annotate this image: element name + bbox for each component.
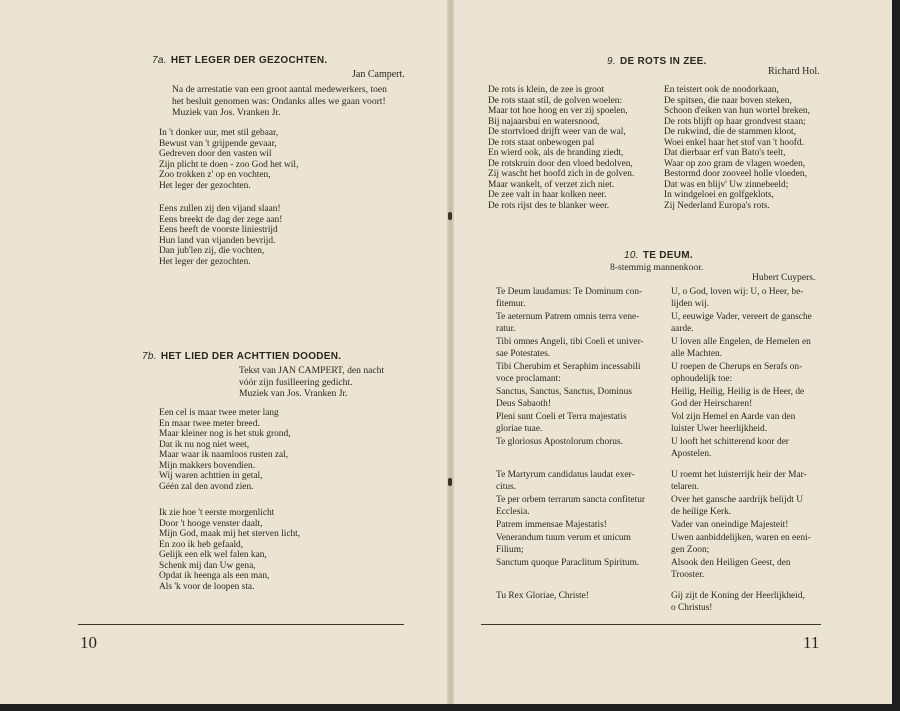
text-line: De zee valt in haar kolken neer. [488, 190, 607, 200]
text-line: gen Zoon; [671, 544, 710, 555]
te-deum-verse [496, 470, 635, 493]
text-line: Vol zijn Hemel en Aarde van den [671, 412, 796, 422]
te-deum-verse [496, 287, 642, 310]
text-line: Géén zal den avond zien. [159, 481, 254, 492]
section-7a-stanza-2 [159, 204, 282, 267]
text-line: fitemur. [496, 298, 526, 309]
text-line: Gij zijt de Koning der Heerlijkheid, [671, 591, 805, 602]
text-line: Eens zullen zij den vijand slaan! [159, 204, 281, 214]
text-line: Ecclesia. [496, 506, 530, 517]
text-line: gloriae tuae. [496, 423, 543, 434]
section-7a-intro [172, 84, 387, 119]
text-line: Schenk mij dan Uw gena, [159, 560, 256, 571]
text-line: Vader van oneindige Majesteit! [671, 520, 789, 530]
text-line: Na de arrestatie van een groot aantal medewerkers, toen [172, 84, 387, 95]
te-deum-verse [496, 387, 632, 410]
text-line: In windgeloei en golfgeklots, [664, 190, 774, 200]
text-line: Sanctum quoque Paraclitum Spiritum. [496, 558, 640, 569]
text-line: U, o God, loven wij: U, o Heer, be- [671, 287, 804, 297]
te-deum-verse [671, 437, 789, 460]
text-line: Het leger der gezochten. [159, 256, 251, 267]
text-line: Zij Nederland Europa's rots. [664, 200, 770, 211]
te-deum-verse [671, 558, 791, 581]
te-deum-verse [496, 520, 607, 532]
text-line: De rots staat stil, de golven woelen: [488, 95, 623, 106]
text-line: Patrem immensae Majestatis! [496, 520, 607, 530]
text-line: het besluit genomen was: Ondanks alles we gaan voort! [172, 95, 386, 107]
text-line: ophoudelijk toe: [671, 373, 733, 384]
te-deum-verse [496, 558, 639, 570]
text-line: Apostelen. [671, 448, 712, 459]
section-9-title: 9. DE ROTS IN ZEE. [607, 56, 707, 67]
te-deum-verse [496, 591, 589, 603]
text-line: De rotskruin door den vloed bedolven, [488, 158, 633, 169]
text-line: En maar twee meter breed. [159, 418, 260, 429]
text-line: Dan jub'len zij, die vochten, [159, 246, 265, 256]
text-line: Maar wankelt, of verzet zich niet. [488, 179, 615, 190]
text-line: voce proclamant: [496, 373, 561, 384]
text-line: Bestormd door zooveel holle vloeden, [664, 169, 807, 179]
text-line: sae Potestates. [496, 348, 551, 359]
te-deum-verse [671, 495, 803, 518]
staple-mark [448, 212, 452, 220]
section-7a-author: Jan Campert. [352, 69, 405, 80]
text-line: In 't donker uur, met stil gebaar, [159, 128, 279, 138]
text-line: Dat ik nu nog niet weet, [159, 439, 250, 450]
te-deum-verse [496, 533, 631, 556]
te-deum-verse [671, 362, 802, 385]
text-line: Het leger der gezochten. [159, 180, 251, 191]
text-line: De rots rijst des te blanker weer. [488, 200, 610, 211]
text-line: Als 'k voor de loopen sta. [159, 581, 255, 592]
text-line: Bewust van 't grijpende gevaar, [159, 138, 277, 149]
text-line: Een cel is maar twee meter lang [159, 408, 279, 418]
text-line: Sanctus, Sanctus, Sanctus, Dominus [496, 387, 632, 397]
text-line: Venerandum tuum verum et unicum [496, 533, 631, 544]
text-line: En wierd ook, als de branding ziedt, [488, 148, 624, 158]
text-line: Hun land van vijanden bevrijd. [159, 235, 276, 246]
text-line: Tu Rex Gloriae, Christe! [496, 591, 589, 602]
text-line: Schoon d'eiken van hun wortel breken, [664, 106, 810, 116]
text-line: Dat dierbaar erf van Bato's teelt, [664, 148, 786, 158]
text-line: Wij waren achttien in getal, [159, 471, 263, 481]
text-line: En teistert ook de noodorkaan, [664, 85, 779, 95]
text-line: Pleni sunt Coeli et Terra majestatis [496, 412, 627, 422]
text-line: aarde. [671, 323, 694, 334]
text-line: Mijn makkers bovendien. [159, 460, 256, 471]
staple-mark [448, 478, 452, 486]
text-line: Zij wascht het hoofd zich in de golven. [488, 169, 635, 179]
text-line: Uwen aanbiddelijken, waren en eeni- [671, 533, 811, 544]
text-line: Te Deum laudamus: Te Dominum con- [496, 287, 643, 297]
section-10-title: 10. TE DEUM. [624, 250, 693, 261]
background-edge [892, 0, 900, 711]
section-7b-title: 7b. HET LIED DER ACHTTIEN DOODEN. [142, 351, 342, 362]
footer-rule [481, 624, 821, 625]
text-line: U loven alle Engelen, de Hemelen en [671, 337, 811, 347]
text-line: Dat was en blijv' Uw zinnebeeld; [664, 179, 789, 190]
text-line: Muziek van Jos. Vranken Jr. [239, 388, 348, 400]
book-gutter [447, 0, 454, 704]
text-line: De stortvloed drijft weer van de wal, [488, 127, 626, 137]
text-line: Te Martyrum candidatus laudat exer- [496, 470, 635, 480]
text-line: Gedreven door den vasten wil [159, 149, 272, 159]
section-9-author: Richard Hol. [768, 66, 820, 77]
section-7b-stanza-1 [159, 408, 290, 492]
te-deum-verse [671, 387, 804, 410]
section-10-author: Hubert Cuypers. [752, 272, 816, 283]
text-line: Te per orbem terrarum sancta confitetur [496, 495, 646, 505]
section-9-column-1 [488, 85, 634, 211]
text-line: Over het gansche aardrijk belijdt U [671, 495, 803, 505]
text-line: Tekst van JAN CAMPERT, den nacht [239, 365, 385, 376]
te-deum-verse [671, 287, 803, 310]
text-line: Maar tot hoe hoog en ver zij spoelen, [488, 106, 628, 116]
section-10-subtitle: 8-stemmig mannenkoor. [610, 262, 704, 273]
text-line: God der Heirscharen! [671, 398, 753, 409]
page-number-left: 10 [80, 633, 97, 652]
text-line: U looft het schitterend koor der [671, 437, 789, 447]
te-deum-verse [671, 520, 788, 532]
text-line: ratur. [496, 323, 516, 334]
text-line: Alsook den Heiligen Geest, den [671, 558, 791, 569]
text-line: Tibi Cherubim et Seraphim incessabili [496, 362, 641, 372]
page-number-right: 11 [803, 633, 820, 652]
text-line: En zoo ik heb gefaald, [159, 539, 244, 550]
te-deum-verse [496, 362, 640, 385]
text-line: Waar op zoo gram de vlagen woeden, [664, 158, 806, 169]
te-deum-verse [671, 337, 811, 360]
background-edge [0, 704, 900, 711]
text-line: Eens breekt de dag der zege aan! [159, 214, 283, 225]
text-line: Maar kleiner nog is het stuk grond, [159, 429, 291, 439]
text-line: De rots blijft op haar grondvest staan; [664, 116, 806, 127]
text-line: De rukwind, die de stammen kloot, [664, 127, 797, 137]
text-line: lijden wij. [671, 298, 710, 309]
text-line: U, eeuwige Vader, vereert de gansche [671, 312, 812, 322]
text-line: Opdat ik heenga als een man, [159, 571, 270, 581]
text-line: Tibi omnes Angeli, tibi Coeli et univer- [496, 337, 644, 347]
text-line: Eens heeft de voorste liniestrijd [159, 225, 278, 235]
text-line: De rots staat onbewogen pal [488, 137, 595, 148]
text-line: de heilige Kerk. [671, 506, 732, 517]
te-deum-verse [671, 412, 795, 435]
te-deum-verse [671, 591, 805, 614]
text-line: U roemt het luisterrijk heir der Mar- [671, 470, 807, 480]
te-deum-verse [496, 495, 645, 518]
text-line: U roepen de Cherups en Serafs on- [671, 362, 803, 372]
text-line: Zijn plicht te doen - zoo God het wil, [159, 159, 299, 170]
text-line: Gelijk een elk wel falen kan, [159, 550, 267, 560]
section-7b-stanza-2 [159, 508, 300, 592]
section-7a-title: 7a. HET LEGER DER GEZOCHTEN. [152, 55, 328, 66]
text-line: Trooster. [671, 569, 705, 580]
text-line: De rots is klein, de zee is groot [488, 85, 605, 95]
text-line: Mijn God, maak mij het sterven licht, [159, 529, 301, 539]
text-line: Te gloriosus Apostolorum chorus. [496, 437, 623, 447]
footer-rule [78, 624, 404, 625]
text-line: Zoo trokken z' op en vochten, [159, 170, 271, 180]
text-line: Door 't hooge venster daalt, [159, 518, 263, 529]
text-line: Filium; [496, 544, 524, 555]
te-deum-verse [671, 470, 807, 493]
text-line: o Christus! [671, 602, 713, 613]
text-line: Maar waar ik naamloos rusten zal, [159, 450, 289, 460]
text-line: Bij najaarsbui en watersnood, [488, 116, 600, 127]
text-line: Muziek van Jos. Vranken Jr. [172, 107, 281, 119]
text-line: De spitsen, die naar boven steken, [664, 95, 792, 106]
te-deum-verse [671, 533, 811, 556]
te-deum-verse [496, 312, 639, 335]
te-deum-verse [496, 437, 623, 449]
section-7b-intro [239, 365, 384, 400]
text-line: vóór zijn fusilleering gedicht. [239, 376, 353, 388]
te-deum-verse [496, 412, 627, 435]
text-line: Ik zie hoe 't eerste morgenlicht [159, 508, 275, 518]
text-line: Woei enkel haar het stof van 't hoofd. [664, 137, 804, 148]
section-7a-stanza-1 [159, 128, 298, 191]
section-9-column-2 [664, 85, 810, 211]
text-line: Te aeternum Patrem omnis terra vene- [496, 312, 640, 322]
te-deum-verse [671, 312, 812, 335]
te-deum-verse [496, 337, 644, 360]
text-line: Deus Sabaoth! [496, 398, 551, 409]
text-line: citus. [496, 481, 517, 492]
text-line: alle Machten. [671, 348, 723, 359]
text-line: Heilig, Heilig, Heilig is de Heer, de [671, 387, 805, 397]
text-line: luister Uwer heerlijkheid. [671, 423, 768, 434]
text-line: telaren. [671, 481, 699, 492]
